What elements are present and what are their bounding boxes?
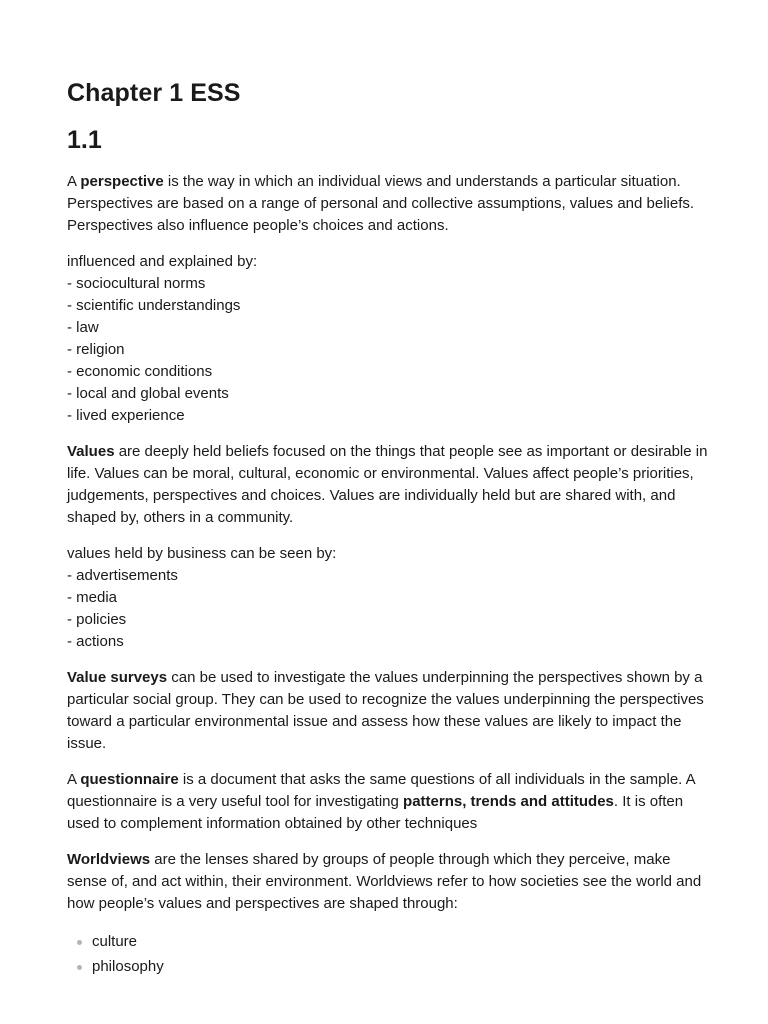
- text-span: A: [67, 771, 81, 788]
- list-item: - policies: [67, 611, 127, 628]
- values-term: Values: [67, 443, 115, 460]
- worldviews-term: Worldviews: [67, 851, 151, 868]
- list-item: - media: [67, 589, 118, 606]
- list-item: - law: [67, 319, 99, 336]
- patterns-term: patterns, trends and attitudes: [403, 793, 614, 810]
- questionnaire-term: questionnaire: [80, 771, 179, 788]
- list-item: - actions: [67, 633, 124, 650]
- business-intro: values held by business can be seen by:: [67, 545, 337, 562]
- section-heading: 1.1: [67, 126, 102, 154]
- text-span: . It is often used to complement information obtained by other techniques: [67, 793, 684, 832]
- text-span: is a document that asks the same questions of all individuals in the sample. A questionnaire is a very useful tool for investigating: [67, 771, 695, 810]
- business-values-list: [67, 543, 708, 653]
- list-item: - economic conditions: [67, 363, 213, 380]
- text-span: are deeply held beliefs focused on the things that people see as important or desirable in life. Values can be moral, cultural, economic or environmental. Values affect people’s priorities, judgements, perspectives and choices. Values are individually held but are shared with, and shaped by, others in a community.: [67, 443, 708, 526]
- bullet-item: [67, 954, 708, 979]
- text-span: A: [67, 173, 81, 190]
- values-paragraph: [67, 441, 708, 529]
- list-item: - scientific understandings: [67, 297, 241, 314]
- bullet-text: philosophy: [92, 958, 164, 975]
- text-span: are the lenses shared by groups of people through which they perceive, make sense of, and act within, their environment. Worldviews refer to how societies see the world and how people’s values and perspectives are shaped through:: [67, 851, 702, 912]
- influences-list: [67, 251, 708, 427]
- list-item: - sociocultural norms: [67, 275, 206, 292]
- questionnaire-paragraph: [67, 769, 708, 835]
- list-item: - advertisements: [67, 567, 178, 584]
- value-surveys-term: Value surveys: [67, 669, 168, 686]
- perspective-term: perspective: [80, 173, 164, 190]
- list-item: - religion: [67, 341, 125, 358]
- perspective-paragraph: [67, 171, 708, 237]
- bullet-dot-icon: [77, 965, 82, 970]
- worldview-bullet-list: [67, 929, 708, 979]
- bullet-item: [67, 929, 708, 954]
- bullet-text: culture: [92, 933, 138, 950]
- list-item: - local and global events: [67, 385, 229, 402]
- influences-intro: influenced and explained by:: [67, 253, 258, 270]
- document-title: Chapter 1 ESS: [67, 79, 241, 107]
- text-span: is the way in which an individual views and understands a particular situation. Perspectives are based on a range of personal and collective assumptions, values and beliefs. Perspectives also influence people’s choices and actions.: [67, 173, 695, 234]
- bullet-dot-icon: [77, 940, 82, 945]
- text-span: can be used to investigate the values underpinning the perspectives shown by a particular social group. They can be used to recognize the values underpinning the perspectives toward a particular environmental issue and assess how these values are likely to impact the issue.: [67, 669, 704, 752]
- worldviews-paragraph: [67, 849, 708, 915]
- value-surveys-paragraph: [67, 667, 708, 755]
- list-item: - lived experience: [67, 407, 185, 424]
